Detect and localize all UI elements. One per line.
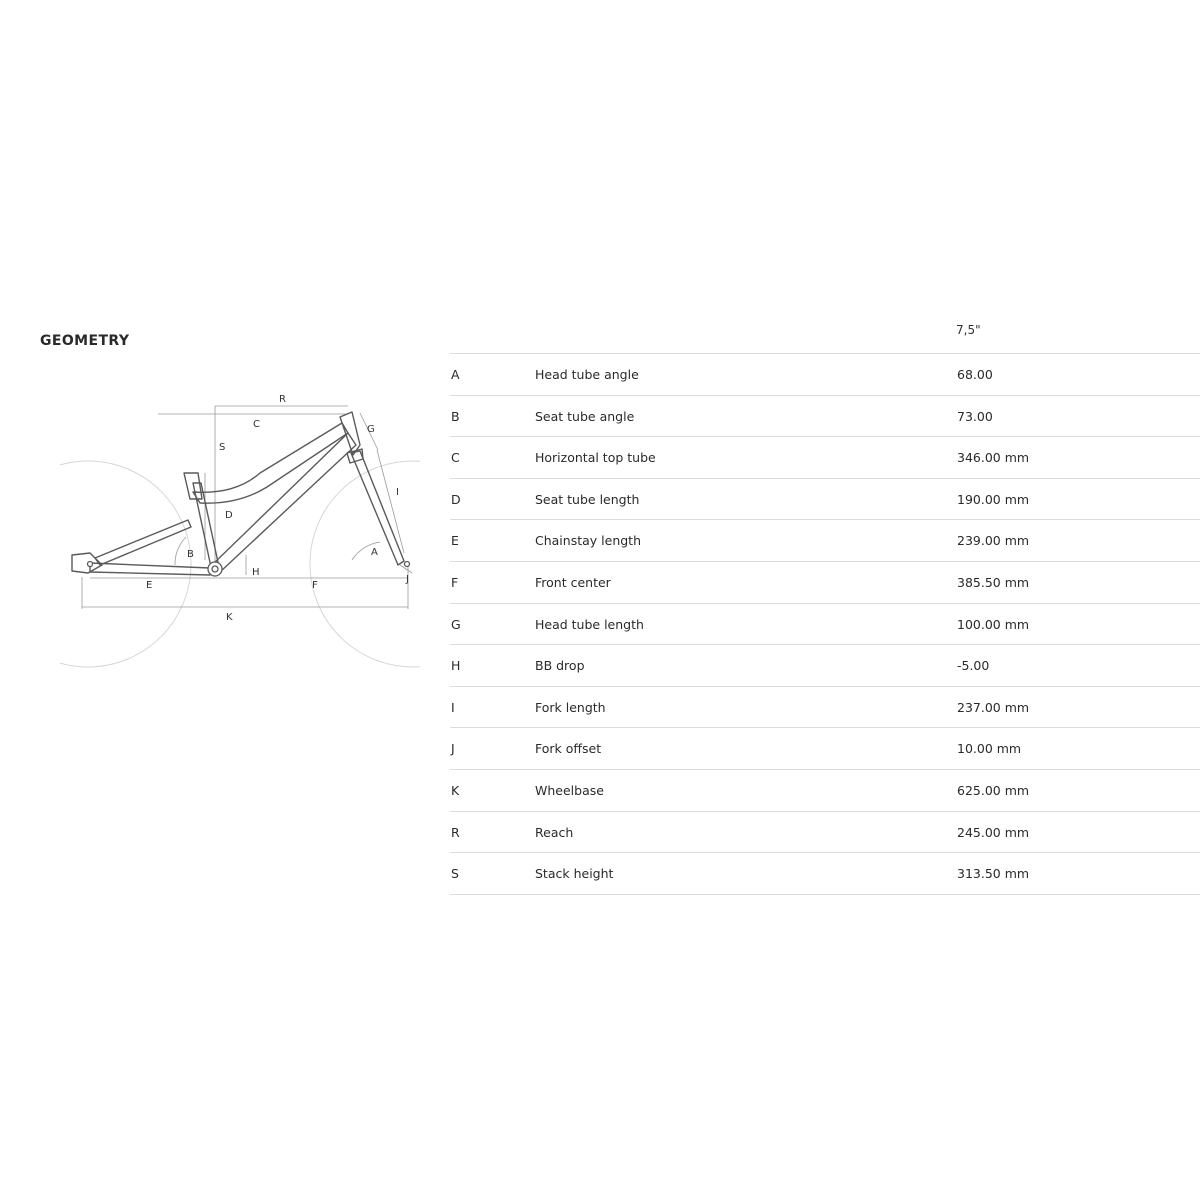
diagram-label-b: B <box>187 549 194 560</box>
row-label: Reach <box>535 824 574 840</box>
table-row <box>450 812 1200 854</box>
row-value: 385.50 mm <box>957 574 1030 590</box>
row-key: J <box>451 741 455 757</box>
front-wheel-outline <box>310 461 420 667</box>
row-value: 346.00 mm <box>957 450 1030 466</box>
diagram-label-c: C <box>253 419 260 430</box>
row-value: 625.00 mm <box>957 782 1030 798</box>
table-row <box>450 354 1200 396</box>
arc-angle-b <box>175 537 186 565</box>
table-row <box>450 687 1200 729</box>
diagram-label-j: J <box>406 574 409 585</box>
diagram-label-f: F <box>312 580 318 591</box>
row-key: R <box>451 824 460 840</box>
row-label: Horizontal top tube <box>535 450 656 466</box>
table-row <box>450 520 1200 562</box>
row-key: F <box>451 574 459 590</box>
row-key: C <box>451 450 460 466</box>
table-row <box>450 770 1200 812</box>
down-tube <box>210 433 356 572</box>
geometry-rows <box>450 353 1200 895</box>
rear-axle <box>88 562 93 567</box>
row-label: Head tube angle <box>535 367 639 382</box>
row-label: Head tube length <box>535 616 644 632</box>
row-key: B <box>451 408 460 424</box>
row-key: K <box>451 782 460 798</box>
row-value: 73.00 <box>957 408 993 424</box>
row-value: 313.50 mm <box>957 866 1030 882</box>
row-label: Chainstay length <box>535 533 641 549</box>
row-value: 190.00 mm <box>957 491 1030 507</box>
row-key: E <box>451 533 459 549</box>
bike-frame <box>72 412 404 575</box>
seat-stay <box>95 520 191 565</box>
row-label: Fork offset <box>535 741 602 757</box>
diagram-label-k: K <box>226 612 233 623</box>
bottom-bracket-inner <box>212 566 218 572</box>
row-label: Front center <box>535 574 611 590</box>
geometry-title: GEOMETRY <box>40 333 130 349</box>
diagram-label-d: D <box>225 510 233 521</box>
diagram-label-h: H <box>252 567 260 578</box>
diagram-label-s: S <box>219 442 226 453</box>
table-row <box>450 437 1200 479</box>
table-row <box>450 645 1200 687</box>
head-tube <box>340 412 360 455</box>
table-row <box>450 479 1200 521</box>
row-key: S <box>451 866 459 882</box>
row-value: 245.00 mm <box>957 824 1030 840</box>
dimension-lines <box>82 406 412 609</box>
row-key: A <box>451 367 460 382</box>
top-tube <box>193 423 348 503</box>
front-axle <box>405 562 410 567</box>
chain-stay <box>90 563 210 575</box>
row-key: G <box>451 616 461 632</box>
row-value: -5.00 <box>957 658 990 674</box>
table-row <box>450 396 1200 438</box>
diagram-label-a: A <box>371 547 378 558</box>
diagram-label-g: G <box>367 424 375 435</box>
diagram-label-r: R <box>279 395 286 405</box>
row-key: D <box>451 491 461 507</box>
row-value: 100.00 mm <box>957 616 1030 632</box>
row-value: 10.00 mm <box>957 741 1022 757</box>
diagram-labels <box>146 395 409 623</box>
table-row <box>450 604 1200 646</box>
bike-geometry-diagram <box>60 395 420 675</box>
size-column-header: 7,5" <box>956 323 981 337</box>
row-key: I <box>451 699 455 715</box>
row-value: 237.00 mm <box>957 699 1030 715</box>
dim-line-i <box>377 450 404 553</box>
table-row <box>450 562 1200 604</box>
row-label: Wheelbase <box>535 782 604 798</box>
row-label: Seat tube angle <box>535 408 635 424</box>
row-label: Fork length <box>535 699 606 715</box>
row-value: 68.00 <box>957 367 993 382</box>
row-label: BB drop <box>535 658 585 674</box>
row-label: Seat tube length <box>535 491 640 507</box>
table-row <box>450 853 1200 895</box>
diagram-label-e: E <box>146 580 153 591</box>
diagram-label-i: I <box>396 487 399 498</box>
row-value: 239.00 mm <box>957 533 1030 549</box>
row-label: Stack height <box>535 866 614 882</box>
table-row <box>450 728 1200 770</box>
row-key: H <box>451 658 461 674</box>
